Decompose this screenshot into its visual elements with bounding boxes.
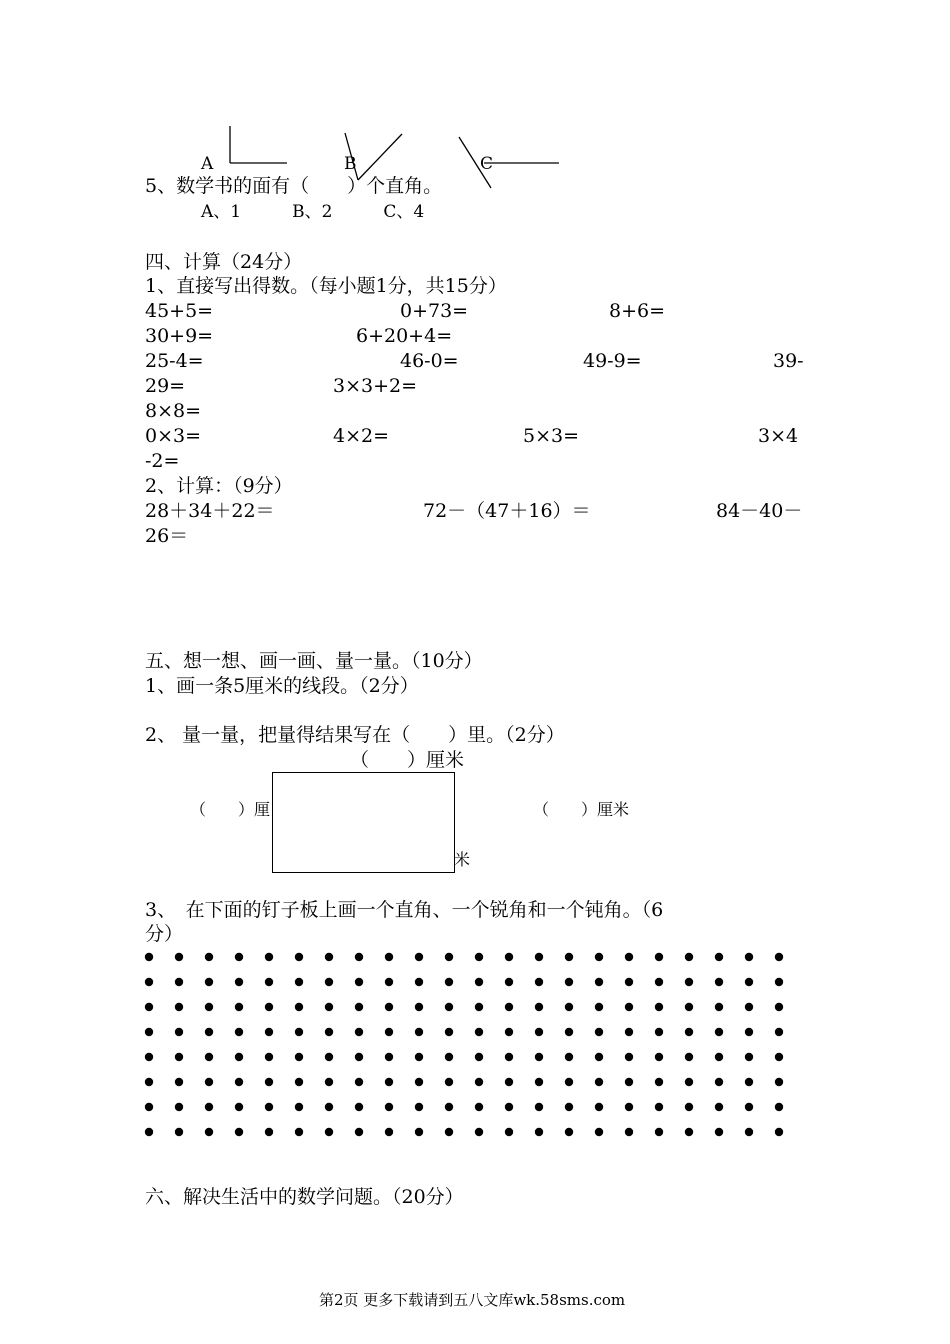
- peg-dot: [775, 953, 783, 961]
- peg-dot: [535, 1003, 543, 1011]
- peg-dot: [685, 1128, 693, 1136]
- peg-dot: [445, 953, 453, 961]
- peg-dot: [265, 1078, 273, 1086]
- rectangle-right-label: （ ）厘米: [533, 800, 630, 819]
- peg-dot: [445, 978, 453, 986]
- peg-dot: [655, 1028, 663, 1036]
- calc-item: 29=: [145, 375, 186, 397]
- peg-dot: [475, 1028, 483, 1036]
- peg-dot: [385, 1028, 393, 1036]
- peg-dot: [595, 1103, 603, 1111]
- peg-dot: [145, 978, 153, 986]
- peg-dot: [175, 978, 183, 986]
- peg-dot: [475, 978, 483, 986]
- peg-dot: [295, 1078, 303, 1086]
- peg-dot: [715, 1053, 723, 1061]
- peg-dot: [415, 1103, 423, 1111]
- peg-dot: [745, 978, 753, 986]
- pegboard[interactable]: [140, 945, 800, 1145]
- peg-dot: [385, 1078, 393, 1086]
- peg-dot: [445, 1028, 453, 1036]
- peg-dot: [355, 1128, 363, 1136]
- peg-dot: [595, 978, 603, 986]
- rectangle-left-label: （ ）厘: [190, 800, 271, 819]
- peg-dot: [415, 953, 423, 961]
- peg-dot: [295, 1128, 303, 1136]
- peg-dot: [655, 1078, 663, 1086]
- peg-dot: [775, 1053, 783, 1061]
- peg-dot: [325, 1028, 333, 1036]
- question-5: 5、数学书的面有（ ）个直角。: [145, 175, 443, 197]
- peg-dot: [505, 953, 513, 961]
- peg-dot: [715, 953, 723, 961]
- peg-dot: [475, 1078, 483, 1086]
- peg-dot: [415, 1003, 423, 1011]
- peg-dot: [445, 1003, 453, 1011]
- calc-item: 0+73=: [400, 300, 469, 322]
- peg-dot: [595, 1078, 603, 1086]
- peg-dot: [655, 1053, 663, 1061]
- peg-dot: [685, 1078, 693, 1086]
- peg-dot: [325, 1003, 333, 1011]
- peg-dot: [145, 1028, 153, 1036]
- peg-dot: [415, 978, 423, 986]
- peg-dot: [325, 1078, 333, 1086]
- peg-dot: [385, 1103, 393, 1111]
- peg-dot: [745, 1078, 753, 1086]
- peg-dot: [565, 1003, 573, 1011]
- peg-dot: [775, 1028, 783, 1036]
- peg-dot: [235, 1053, 243, 1061]
- peg-dot: [265, 978, 273, 986]
- peg-dot: [355, 978, 363, 986]
- peg-dot: [235, 1078, 243, 1086]
- section-6-title: 六、解决生活中的数学问题。（20分）: [145, 1186, 464, 1208]
- peg-dot: [535, 1078, 543, 1086]
- peg-dot: [715, 1003, 723, 1011]
- peg-dot: [205, 953, 213, 961]
- calc-item: 72－（47＋16）＝: [423, 500, 591, 522]
- rectangle-bottom-label: 米: [454, 850, 471, 869]
- peg-dot: [745, 1003, 753, 1011]
- peg-dot: [145, 1053, 153, 1061]
- peg-dot: [775, 1128, 783, 1136]
- peg-dot: [595, 953, 603, 961]
- peg-dot: [415, 1078, 423, 1086]
- peg-dot: [145, 1003, 153, 1011]
- peg-dot: [175, 1053, 183, 1061]
- peg-dot: [535, 978, 543, 986]
- peg-dot: [685, 1028, 693, 1036]
- peg-dot: [595, 1028, 603, 1036]
- peg-dot: [535, 953, 543, 961]
- peg-dot: [415, 1028, 423, 1036]
- peg-dot: [175, 1003, 183, 1011]
- peg-dot: [355, 1053, 363, 1061]
- peg-dot: [625, 978, 633, 986]
- calc-item: 84－40－: [716, 500, 803, 522]
- peg-dot: [295, 1053, 303, 1061]
- section-4-sub1: 1、直接写出得数。（每小题1分，共15分）: [145, 275, 507, 297]
- peg-dot: [175, 953, 183, 961]
- peg-dot: [745, 953, 753, 961]
- peg-dot: [625, 1128, 633, 1136]
- section-5-title: 五、想一想、画一画、量一量。（10分）: [145, 650, 483, 672]
- peg-dot: [235, 953, 243, 961]
- peg-dot: [205, 1078, 213, 1086]
- peg-dot: [655, 953, 663, 961]
- peg-dot: [505, 1053, 513, 1061]
- peg-dot: [205, 1128, 213, 1136]
- peg-dot: [145, 953, 153, 961]
- peg-dot: [625, 1078, 633, 1086]
- calc-item: 3×3+2=: [333, 375, 418, 397]
- peg-dot: [235, 1028, 243, 1036]
- peg-dot: [505, 1128, 513, 1136]
- angle-a-figure: [230, 126, 287, 163]
- calc-item: 49-9=: [583, 350, 642, 372]
- peg-dot: [535, 1053, 543, 1061]
- calc-item: 0×3=: [145, 425, 202, 447]
- peg-dot: [265, 1003, 273, 1011]
- peg-dot: [265, 1128, 273, 1136]
- peg-dot: [595, 1053, 603, 1061]
- peg-dot: [505, 1028, 513, 1036]
- footer-text: 第2页 更多下载请到五八文库wk.58sms.com: [319, 1291, 626, 1309]
- peg-dot: [625, 1028, 633, 1036]
- peg-dot: [145, 1103, 153, 1111]
- peg-dot: [205, 1028, 213, 1036]
- peg-dot: [295, 978, 303, 986]
- peg-dot: [625, 1103, 633, 1111]
- peg-dot: [475, 953, 483, 961]
- peg-dot: [565, 978, 573, 986]
- peg-dot: [295, 953, 303, 961]
- calc-item: 28＋34＋22＝: [145, 500, 275, 522]
- angle-b-label: B: [344, 154, 357, 174]
- peg-dot: [505, 1078, 513, 1086]
- section-5-sub3-cont: 分）: [145, 923, 184, 945]
- calc-item: -2=: [145, 450, 180, 472]
- peg-dot: [565, 953, 573, 961]
- peg-dot: [265, 1028, 273, 1036]
- peg-dot: [385, 953, 393, 961]
- peg-dot: [685, 1103, 693, 1111]
- peg-dot: [325, 978, 333, 986]
- calc-item: 26＝: [145, 525, 189, 547]
- peg-dot: [775, 1078, 783, 1086]
- peg-dot: [415, 1128, 423, 1136]
- calc-item: 46-0=: [400, 350, 459, 372]
- peg-dot: [295, 1028, 303, 1036]
- question-5-options: A、1 B、2 C、4: [201, 202, 425, 222]
- peg-dot: [445, 1128, 453, 1136]
- calc-item: 3×4: [758, 425, 799, 447]
- peg-dot: [475, 1128, 483, 1136]
- peg-dot: [385, 1128, 393, 1136]
- peg-dot: [205, 1003, 213, 1011]
- peg-dot: [415, 1053, 423, 1061]
- peg-dot: [325, 1103, 333, 1111]
- peg-dot: [385, 1003, 393, 1011]
- peg-dot: [565, 1078, 573, 1086]
- peg-dot: [445, 1103, 453, 1111]
- calc-item: 8×8=: [145, 400, 202, 422]
- peg-dot: [325, 1053, 333, 1061]
- calc-item: 6+20+4=: [356, 325, 453, 347]
- section-4-sub2: 2、计算：（9分）: [145, 475, 293, 497]
- peg-dot: [475, 1103, 483, 1111]
- peg-dot: [205, 1053, 213, 1061]
- peg-dot: [325, 1128, 333, 1136]
- peg-dot: [565, 1128, 573, 1136]
- peg-dot: [685, 1053, 693, 1061]
- peg-dot: [475, 1053, 483, 1061]
- peg-dot: [325, 953, 333, 961]
- peg-dot: [145, 1078, 153, 1086]
- peg-dot: [655, 1003, 663, 1011]
- peg-dot: [265, 953, 273, 961]
- peg-dot: [715, 1128, 723, 1136]
- peg-dot: [265, 1103, 273, 1111]
- rectangle-top-label: （ ）厘米: [350, 749, 465, 771]
- peg-dot: [655, 978, 663, 986]
- angle-figures: [0, 0, 950, 200]
- peg-dot: [535, 1128, 543, 1136]
- peg-dot: [205, 978, 213, 986]
- calc-item: 4×2=: [333, 425, 390, 447]
- peg-dot: [265, 1053, 273, 1061]
- peg-dot: [685, 1003, 693, 1011]
- peg-dot: [595, 1128, 603, 1136]
- peg-dot: [565, 1053, 573, 1061]
- peg-dot: [775, 978, 783, 986]
- peg-dot: [565, 1028, 573, 1036]
- peg-dot: [295, 1003, 303, 1011]
- peg-dot: [445, 1053, 453, 1061]
- section-5-sub2: 2、 量一量，把量得结果写在（ ）里。（2分）: [145, 724, 565, 746]
- peg-dot: [175, 1103, 183, 1111]
- peg-dot: [715, 1028, 723, 1036]
- section-5-sub3: 3、 在下面的钉子板上画一个直角、一个锐角和一个钝角。（6: [145, 899, 664, 921]
- angle-c-figure: [459, 137, 559, 188]
- peg-dot: [235, 978, 243, 986]
- peg-dot: [685, 953, 693, 961]
- peg-dot: [775, 1103, 783, 1111]
- peg-dot: [505, 978, 513, 986]
- peg-dot: [355, 1078, 363, 1086]
- peg-dot: [715, 978, 723, 986]
- peg-dot: [745, 1028, 753, 1036]
- peg-dot: [505, 1003, 513, 1011]
- peg-dot: [295, 1103, 303, 1111]
- peg-dot: [685, 978, 693, 986]
- peg-dot: [175, 1028, 183, 1036]
- peg-dot: [445, 1078, 453, 1086]
- peg-dot: [385, 978, 393, 986]
- peg-dot: [175, 1128, 183, 1136]
- peg-dot: [715, 1103, 723, 1111]
- calc-item: 30+9=: [145, 325, 214, 347]
- peg-dot: [745, 1103, 753, 1111]
- peg-dot: [355, 1003, 363, 1011]
- peg-dot: [625, 953, 633, 961]
- peg-dot: [235, 1128, 243, 1136]
- peg-dot: [235, 1003, 243, 1011]
- section-5-sub1: 1、画一条5厘米的线段。（2分）: [145, 675, 419, 697]
- peg-dot: [745, 1128, 753, 1136]
- angle-a-label: A: [201, 154, 214, 174]
- calc-item: 25-4=: [145, 350, 204, 372]
- angle-c-label: C: [480, 154, 494, 174]
- peg-dot: [205, 1103, 213, 1111]
- peg-dot: [625, 1053, 633, 1061]
- peg-dot: [655, 1103, 663, 1111]
- calc-item: 5×3=: [523, 425, 580, 447]
- section-4-title: 四、计算（24分）: [145, 251, 303, 273]
- peg-dot: [535, 1103, 543, 1111]
- measure-rectangle: [272, 772, 455, 873]
- peg-dot: [175, 1078, 183, 1086]
- peg-dot: [355, 1103, 363, 1111]
- peg-dot: [715, 1078, 723, 1086]
- peg-dot: [355, 1028, 363, 1036]
- calc-item: 39-: [773, 350, 804, 372]
- peg-dot: [655, 1128, 663, 1136]
- peg-dot: [385, 1053, 393, 1061]
- peg-dot: [235, 1103, 243, 1111]
- peg-dot: [595, 1003, 603, 1011]
- peg-dot: [505, 1103, 513, 1111]
- peg-dot: [145, 1128, 153, 1136]
- peg-dot: [565, 1103, 573, 1111]
- peg-dot: [775, 1003, 783, 1011]
- calc-item: 8+6=: [609, 300, 666, 322]
- peg-dot: [535, 1028, 543, 1036]
- peg-dot: [475, 1003, 483, 1011]
- peg-dot: [625, 1003, 633, 1011]
- peg-dot: [355, 953, 363, 961]
- calc-item: 45+5=: [145, 300, 214, 322]
- peg-dot: [745, 1053, 753, 1061]
